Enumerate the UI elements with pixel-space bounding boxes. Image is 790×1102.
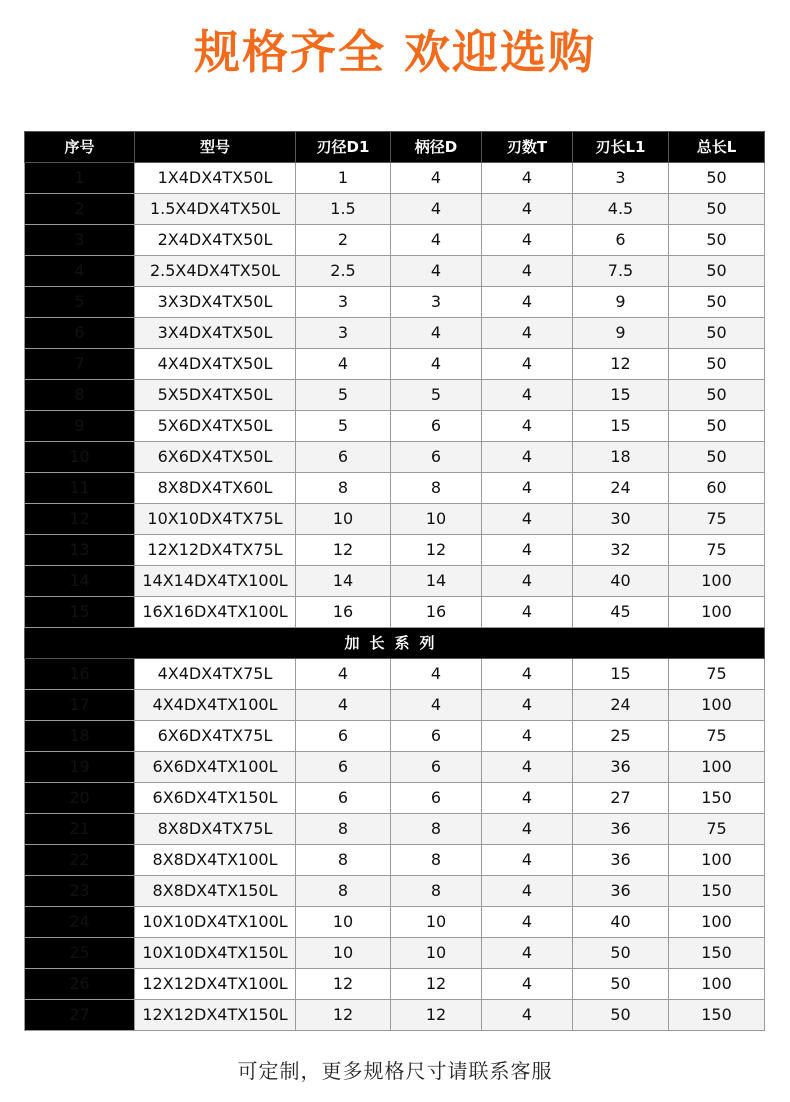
table-row — [25, 721, 765, 752]
row-number-cell: 22 — [25, 845, 135, 876]
row-number-cell: 21 — [25, 814, 135, 845]
table-cell: 4 — [482, 721, 573, 752]
table-cell: 15 — [573, 411, 669, 442]
table-cell: 36 — [573, 845, 669, 876]
model-cell: 1.5X4DX4TX50L — [135, 194, 296, 225]
model-cell: 4X4DX4TX75L — [135, 659, 296, 690]
table-row — [25, 225, 765, 256]
row-number-cell: 3 — [25, 225, 135, 256]
table-cell: 6 — [391, 752, 482, 783]
table-cell: 4 — [482, 845, 573, 876]
row-number-cell: 17 — [25, 690, 135, 721]
table-cell: 18 — [573, 442, 669, 473]
table-cell: 150 — [669, 1000, 765, 1031]
table-cell: 32 — [573, 535, 669, 566]
table-cell: 4 — [296, 659, 391, 690]
table-cell: 2.5 — [296, 256, 391, 287]
model-cell: 14X14DX4TX100L — [135, 566, 296, 597]
table-body — [25, 163, 765, 1031]
table-cell: 36 — [573, 876, 669, 907]
table-row — [25, 938, 765, 969]
table-cell: 25 — [573, 721, 669, 752]
table-cell: 4 — [482, 225, 573, 256]
table-cell: 150 — [669, 938, 765, 969]
table-cell: 15 — [573, 659, 669, 690]
table-cell: 4 — [482, 318, 573, 349]
table-cell: 12 — [296, 535, 391, 566]
table-cell: 150 — [669, 783, 765, 814]
table-cell: 4 — [391, 659, 482, 690]
table-cell: 4 — [482, 380, 573, 411]
table-cell: 4 — [482, 690, 573, 721]
column-header: 刃径D1 — [296, 132, 391, 163]
model-cell: 10X10DX4TX75L — [135, 504, 296, 535]
model-cell: 6X6DX4TX75L — [135, 721, 296, 752]
table-cell: 4 — [482, 504, 573, 535]
model-cell: 2X4DX4TX50L — [135, 225, 296, 256]
table-cell: 100 — [669, 969, 765, 1000]
table-header-row — [25, 132, 765, 163]
table-cell: 8 — [296, 876, 391, 907]
row-number-cell: 16 — [25, 659, 135, 690]
table-cell: 40 — [573, 566, 669, 597]
model-cell: 5X6DX4TX50L — [135, 411, 296, 442]
table-cell: 8 — [391, 473, 482, 504]
table-cell: 4 — [482, 752, 573, 783]
table-cell: 16 — [391, 597, 482, 628]
table-cell: 60 — [669, 473, 765, 504]
section-row — [25, 628, 765, 659]
table-cell: 15 — [573, 380, 669, 411]
row-number-cell: 24 — [25, 907, 135, 938]
row-number-cell: 27 — [25, 1000, 135, 1031]
table-cell: 10 — [391, 938, 482, 969]
row-number-cell: 15 — [25, 597, 135, 628]
section-label: 加长系列 — [25, 628, 765, 659]
footer-note: 可定制，更多规格尺寸请联系客服 — [237, 1059, 553, 1083]
table-row — [25, 969, 765, 1000]
table-cell: 24 — [573, 690, 669, 721]
table-cell: 50 — [669, 318, 765, 349]
table-cell: 6 — [391, 442, 482, 473]
table-cell: 75 — [669, 504, 765, 535]
table-cell: 8 — [391, 845, 482, 876]
table-cell: 30 — [573, 504, 669, 535]
table-cell: 4 — [482, 597, 573, 628]
model-cell: 3X3DX4TX50L — [135, 287, 296, 318]
table-cell: 4 — [391, 349, 482, 380]
spec-table — [24, 131, 765, 1031]
table-cell: 4 — [391, 225, 482, 256]
table-cell: 100 — [669, 907, 765, 938]
table-cell: 3 — [296, 318, 391, 349]
table-cell: 4 — [482, 566, 573, 597]
table-cell: 36 — [573, 814, 669, 845]
row-number-cell: 23 — [25, 876, 135, 907]
table-cell: 4 — [482, 814, 573, 845]
table-cell: 4 — [391, 256, 482, 287]
column-header: 刃数T — [482, 132, 573, 163]
table-cell: 27 — [573, 783, 669, 814]
model-cell: 8X8DX4TX100L — [135, 845, 296, 876]
table-cell: 4 — [296, 349, 391, 380]
table-cell: 6 — [573, 225, 669, 256]
table-cell: 24 — [573, 473, 669, 504]
table-cell: 10 — [391, 907, 482, 938]
table-row — [25, 287, 765, 318]
row-number-cell: 5 — [25, 287, 135, 318]
table-cell: 3 — [573, 163, 669, 194]
model-cell: 16X16DX4TX100L — [135, 597, 296, 628]
table-cell: 50 — [669, 411, 765, 442]
table-cell: 2 — [296, 225, 391, 256]
table-row — [25, 876, 765, 907]
table-cell: 5 — [296, 380, 391, 411]
column-header: 总长L — [669, 132, 765, 163]
table-cell: 100 — [669, 566, 765, 597]
table-cell: 50 — [669, 225, 765, 256]
row-number-cell: 1 — [25, 163, 135, 194]
table-cell: 4 — [391, 318, 482, 349]
table-cell: 8 — [296, 845, 391, 876]
table-cell: 4 — [391, 690, 482, 721]
table-cell: 7.5 — [573, 256, 669, 287]
table-cell: 100 — [669, 845, 765, 876]
table-cell: 150 — [669, 876, 765, 907]
table-cell: 6 — [296, 783, 391, 814]
model-cell: 2.5X4DX4TX50L — [135, 256, 296, 287]
table-cell: 50 — [669, 194, 765, 225]
model-cell: 8X8DX4TX75L — [135, 814, 296, 845]
table-cell: 1.5 — [296, 194, 391, 225]
row-number-cell: 10 — [25, 442, 135, 473]
column-header: 型号 — [135, 132, 296, 163]
table-cell: 4 — [482, 442, 573, 473]
table-cell: 50 — [669, 349, 765, 380]
table-row — [25, 597, 765, 628]
table-cell: 6 — [391, 783, 482, 814]
table-cell: 4 — [482, 783, 573, 814]
row-number-cell: 25 — [25, 938, 135, 969]
table-row — [25, 907, 765, 938]
table-row — [25, 504, 765, 535]
table-cell: 14 — [296, 566, 391, 597]
table-row — [25, 163, 765, 194]
table-cell: 10 — [296, 938, 391, 969]
model-cell: 1X4DX4TX50L — [135, 163, 296, 194]
table-cell: 6 — [296, 721, 391, 752]
row-number-cell: 14 — [25, 566, 135, 597]
table-cell: 75 — [669, 535, 765, 566]
table-row — [25, 411, 765, 442]
table-cell: 100 — [669, 597, 765, 628]
table-cell: 8 — [391, 876, 482, 907]
table-cell: 50 — [669, 163, 765, 194]
table-cell: 4 — [482, 256, 573, 287]
table-row — [25, 752, 765, 783]
table-cell: 3 — [391, 287, 482, 318]
table-cell: 4 — [391, 194, 482, 225]
table-row — [25, 380, 765, 411]
table-cell: 8 — [296, 473, 391, 504]
table-cell: 16 — [296, 597, 391, 628]
table-cell: 6 — [296, 442, 391, 473]
table-cell: 12 — [391, 969, 482, 1000]
table-cell: 9 — [573, 287, 669, 318]
row-number-cell: 6 — [25, 318, 135, 349]
table-cell: 50 — [669, 442, 765, 473]
row-number-cell: 2 — [25, 194, 135, 225]
table-cell: 4 — [482, 938, 573, 969]
model-cell: 3X4DX4TX50L — [135, 318, 296, 349]
model-cell: 10X10DX4TX100L — [135, 907, 296, 938]
table-cell: 40 — [573, 907, 669, 938]
model-cell: 6X6DX4TX100L — [135, 752, 296, 783]
table-cell: 5 — [391, 380, 482, 411]
table-cell: 4.5 — [573, 194, 669, 225]
table-cell: 75 — [669, 814, 765, 845]
table-cell: 6 — [391, 411, 482, 442]
table-cell: 4 — [482, 969, 573, 1000]
table-row — [25, 349, 765, 380]
table-cell: 50 — [669, 380, 765, 411]
column-header: 序号 — [25, 132, 135, 163]
table-row — [25, 256, 765, 287]
row-number-cell: 9 — [25, 411, 135, 442]
table-cell: 8 — [296, 814, 391, 845]
row-number-cell: 12 — [25, 504, 135, 535]
table-cell: 12 — [391, 1000, 482, 1031]
table-cell: 6 — [391, 721, 482, 752]
model-cell: 12X12DX4TX75L — [135, 535, 296, 566]
table-cell: 75 — [669, 721, 765, 752]
table-cell: 8 — [391, 814, 482, 845]
table-cell: 4 — [482, 659, 573, 690]
table-row — [25, 783, 765, 814]
table-row — [25, 659, 765, 690]
model-cell: 8X8DX4TX150L — [135, 876, 296, 907]
row-number-cell: 20 — [25, 783, 135, 814]
column-header: 刃长L1 — [573, 132, 669, 163]
column-header: 柄径D — [391, 132, 482, 163]
model-cell: 4X4DX4TX50L — [135, 349, 296, 380]
table-cell: 100 — [669, 690, 765, 721]
table-cell: 10 — [296, 907, 391, 938]
table-cell: 4 — [482, 194, 573, 225]
table-cell: 4 — [482, 287, 573, 318]
table-cell: 1 — [296, 163, 391, 194]
table-cell: 4 — [296, 690, 391, 721]
table-cell: 4 — [482, 535, 573, 566]
row-number-cell: 11 — [25, 473, 135, 504]
table-cell: 9 — [573, 318, 669, 349]
table-cell: 50 — [669, 287, 765, 318]
table-row — [25, 318, 765, 349]
table-row — [25, 535, 765, 566]
model-cell: 12X12DX4TX150L — [135, 1000, 296, 1031]
table-cell: 36 — [573, 752, 669, 783]
table-cell: 100 — [669, 752, 765, 783]
row-number-cell: 26 — [25, 969, 135, 1000]
table-cell: 4 — [482, 411, 573, 442]
table-cell: 5 — [296, 411, 391, 442]
table-row — [25, 473, 765, 504]
table-row — [25, 845, 765, 876]
table-row — [25, 194, 765, 225]
table-cell: 10 — [296, 504, 391, 535]
model-cell: 6X6DX4TX50L — [135, 442, 296, 473]
table-cell: 4 — [482, 1000, 573, 1031]
table-cell: 3 — [296, 287, 391, 318]
table-cell: 6 — [296, 752, 391, 783]
table-cell: 4 — [482, 907, 573, 938]
page-title: 规格齐全 欢迎选购 — [193, 25, 596, 79]
model-cell: 6X6DX4TX150L — [135, 783, 296, 814]
row-number-cell: 4 — [25, 256, 135, 287]
row-number-cell: 19 — [25, 752, 135, 783]
table-cell: 4 — [482, 349, 573, 380]
table-cell: 50 — [573, 1000, 669, 1031]
table-cell: 50 — [573, 969, 669, 1000]
model-cell: 12X12DX4TX100L — [135, 969, 296, 1000]
table-cell: 50 — [573, 938, 669, 969]
table-cell: 12 — [296, 969, 391, 1000]
table-cell: 12 — [296, 1000, 391, 1031]
table-cell: 45 — [573, 597, 669, 628]
table-row — [25, 566, 765, 597]
table-cell: 4 — [482, 473, 573, 504]
model-cell: 8X8DX4TX60L — [135, 473, 296, 504]
table-row — [25, 1000, 765, 1031]
table-row — [25, 690, 765, 721]
table-row — [25, 814, 765, 845]
row-number-cell: 18 — [25, 721, 135, 752]
table-cell: 50 — [669, 256, 765, 287]
table-cell: 12 — [573, 349, 669, 380]
table-cell: 14 — [391, 566, 482, 597]
table-cell: 75 — [669, 659, 765, 690]
table-cell: 12 — [391, 535, 482, 566]
table-cell: 10 — [391, 504, 482, 535]
row-number-cell: 13 — [25, 535, 135, 566]
model-cell: 4X4DX4TX100L — [135, 690, 296, 721]
table-row — [25, 442, 765, 473]
table-cell: 4 — [391, 163, 482, 194]
model-cell: 5X5DX4TX50L — [135, 380, 296, 411]
row-number-cell: 8 — [25, 380, 135, 411]
model-cell: 10X10DX4TX150L — [135, 938, 296, 969]
row-number-cell: 7 — [25, 349, 135, 380]
table-cell: 4 — [482, 163, 573, 194]
table-cell: 4 — [482, 876, 573, 907]
